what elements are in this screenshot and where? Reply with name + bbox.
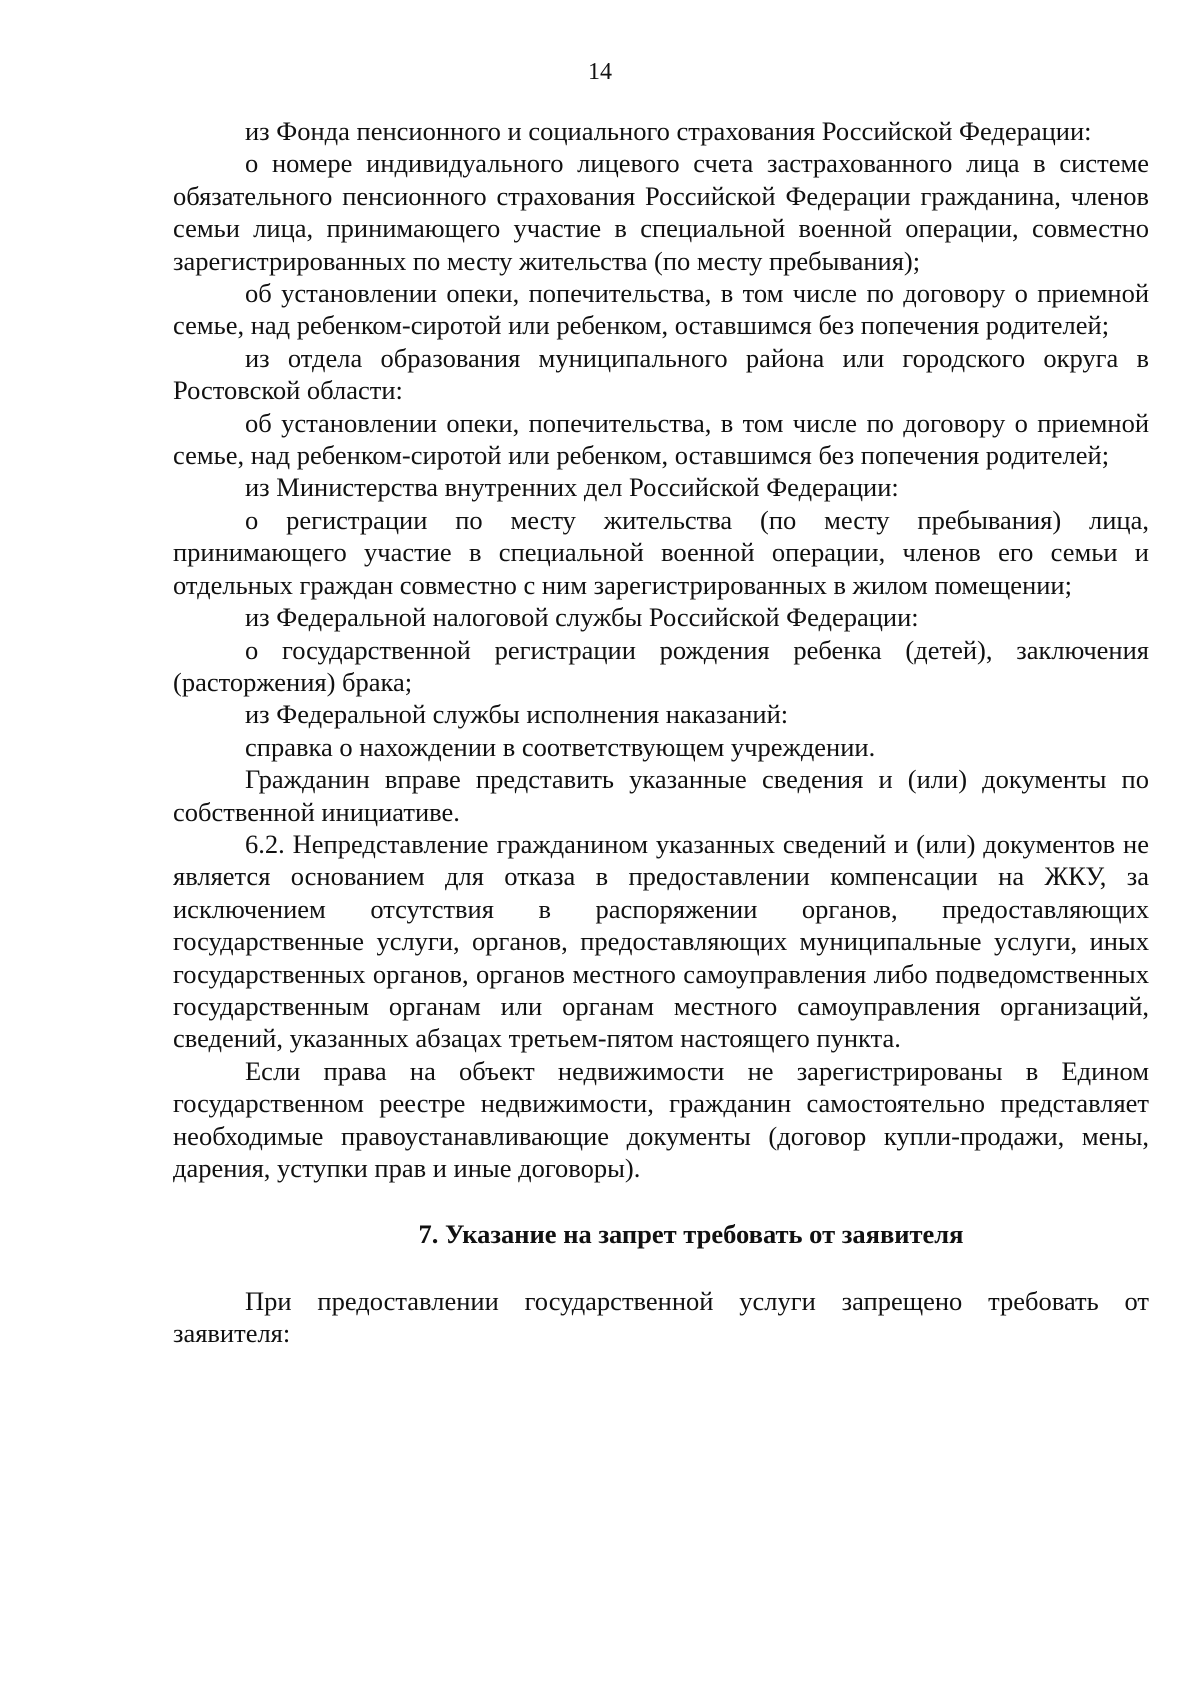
- paragraph: о государственной регистрации рождения ребенка (детей), заключения (расторжения) брака;: [173, 634, 1149, 697]
- paragraph: Гражданин вправе представить указанные сведения и (или) документы по собственной инициативе.: [173, 764, 1149, 827]
- paragraph: о номере индивидуального лицевого счета застрахованного лица в системе обязательного пенсионного страхования Российской Федерации гражданина, членов семьи лица, принимающего участие в специальной военной операции, совместно зарегистрированных по месту жительства (по месту пребывания);: [173, 148, 1149, 276]
- paragraph: справка о нахождении в соответствующем учреждении.: [245, 731, 876, 762]
- paragraph: из отдела образования муниципального района или городского округа в Ростовской области:: [173, 342, 1149, 406]
- paragraph: о регистрации по месту жительства (по месту пребывания) лица, принимающего участие в специальной военной операции, членов его семьи и отдельных граждан совместно с ним зарегистрированных в жилом помещении;: [173, 504, 1149, 600]
- paragraph: 6.2. Непредставление гражданином указанных сведений и (или) документов не является основанием для отказа в предоставлении компенсации на ЖКУ, за исключением отсутствия в распоряжении органов, предоставляющих государственные услуги, органов, предоставляющих муниципальные услуги, иных государственных органов, органов местного самоуправления либо подведомственных государственным органам или органам местного самоуправления организаций, сведений, указанных абзацах третьем-пятом настоящего пункта.: [173, 828, 1149, 1054]
- paragraph: из Федеральной службы исполнения наказаний:: [245, 699, 789, 730]
- paragraph: об установлении опеки, попечительства, в том числе по договору о приемной семье, над ребенком-сиротой или ребенком, оставшимся без попечения родителей;: [173, 407, 1149, 471]
- paragraph: из Фонда пенсионного и социального страхования Российской Федерации:: [245, 116, 1092, 146]
- page-number: 14: [588, 59, 612, 85]
- paragraph: из Федеральной налоговой службы Российской Федерации:: [245, 602, 919, 633]
- paragraph: При предоставлении государственной услуги запрещено требовать от заявителя:: [173, 1285, 1149, 1349]
- document-body: [173, 115, 1149, 1350]
- paragraph: об установлении опеки, попечительства, в том числе по договору о приемной семье, над ребенком-сиротой или ребенком, оставшимся без попечения родителей;: [173, 278, 1149, 341]
- section-heading: 7. Указание на запрет требовать от заявителя: [418, 1219, 964, 1250]
- paragraph: из Министерства внутренних дел Российской Федерации:: [245, 472, 899, 503]
- paragraph: Если права на объект недвижимости не зарегистрированы в Едином государственном реестре недвижимости, гражданин самостоятельно представляет необходимые правоустанавливающие документы (договор купли-продажи, мены, дарения, уступки прав и иные договоры).: [173, 1055, 1149, 1183]
